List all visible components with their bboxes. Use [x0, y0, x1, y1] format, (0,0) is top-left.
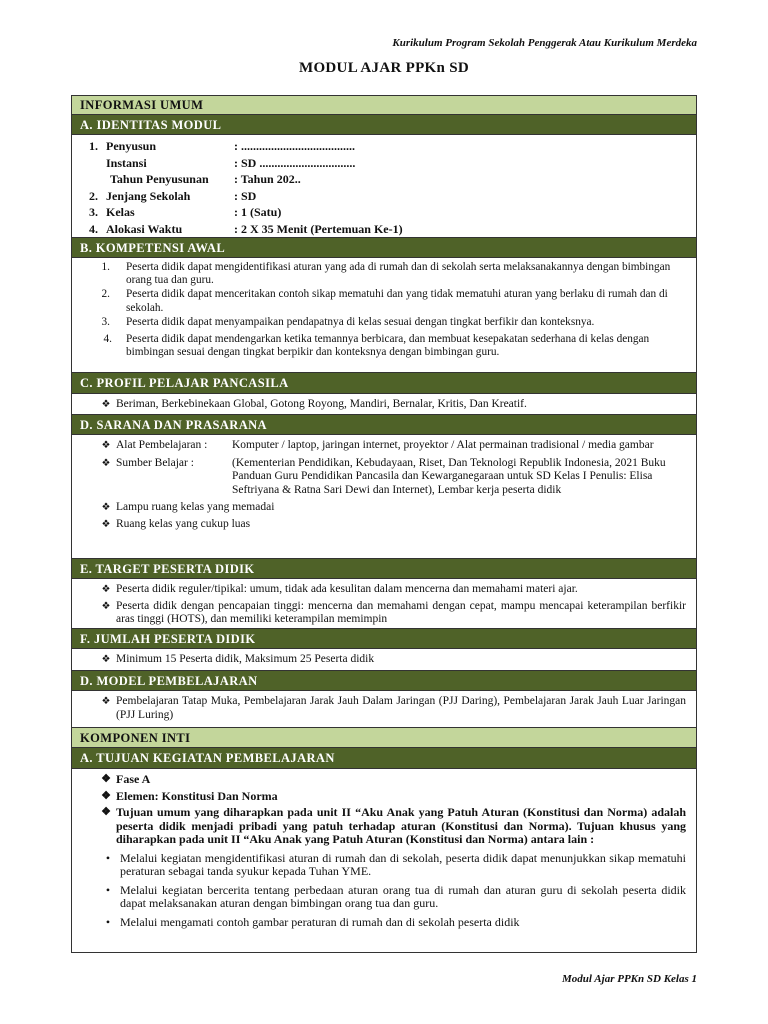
bullet-dot-icon: •	[105, 914, 111, 929]
identitas-row	[72, 221, 696, 238]
tujuan-khusus-text: Melalui mengamati contoh gambar peraturan di rumah dan di sekolah peserta didik	[120, 914, 520, 929]
diamond-bullet-icon: ❖	[101, 654, 111, 665]
profil-heading: C. PROFIL PELAJAR PANCASILA	[72, 373, 696, 394]
item-number: 4.	[103, 333, 112, 346]
identitas-heading: A. IDENTITAS MODUL	[72, 115, 696, 135]
row-value: : 1 (Satu)	[234, 205, 282, 219]
row-number: 3.	[89, 205, 98, 219]
row-number	[72, 171, 106, 188]
row-label: Jenjang Sekolah	[106, 188, 191, 203]
tujuan-khusus-item	[96, 884, 686, 911]
diamond-bullet-icon: ❖	[101, 399, 111, 410]
jumlah-section	[72, 649, 696, 671]
kompetensi-item	[72, 333, 686, 359]
identitas-section	[72, 135, 696, 238]
item-text: Peserta didik dapat mendengarkan ketika temannya berbicara, dan membuat kesepakatan sederhana di kelas dengan bimbingan sesuai dengan tingkat berpikir dan konteksnya dengan bimbingan guru.	[126, 333, 650, 359]
diamond-bullet-icon: ❖	[101, 806, 111, 818]
identitas-row	[72, 188, 696, 205]
diamond-bullet-icon: ❖	[101, 584, 111, 595]
item-number: 1.	[101, 261, 110, 273]
target-text: Peserta didik dengan pencapaian tinggi: mencerna dan memahami dengan cepat, mampu mencapai keterampilan berfikir aras tinggi (HOTS), dan memiliki keterampilan memimpin	[116, 599, 686, 625]
extra-text: Ruang kelas yang cukup luas	[116, 517, 251, 530]
kompetensi-heading: B. KOMPETENSI AWAL	[72, 238, 696, 258]
tujuan-khusus-item	[96, 916, 686, 930]
running-header: Kurikulum Program Sekolah Penggerak Atau Kurikulum Merdeka	[392, 37, 697, 49]
diamond-bullet-icon: ❖	[101, 457, 111, 469]
running-footer: Modul Ajar PPKn SD Kelas 1	[562, 973, 697, 985]
kompetensi-item	[72, 261, 686, 287]
target-item	[96, 583, 686, 597]
identitas-row	[72, 204, 696, 221]
profil-item	[96, 398, 696, 412]
tujuan-khusus-text: Melalui kegiatan mengidentifikasi aturan di rumah dan di sekolah, peserta didik dapat menunjukkan sikap mematuhi peraturan sebagai tanda syukur kepada Tuhan YME.	[120, 850, 686, 878]
row-value: : SD	[234, 188, 257, 203]
row-number: 4.	[89, 221, 98, 236]
sarana-heading: D. SARANA DAN PRASARANA	[72, 415, 696, 435]
informasi-umum-heading: INFORMASI UMUM	[72, 96, 696, 115]
sarana-section	[72, 435, 696, 559]
sarana-alat	[96, 439, 686, 453]
item-number: 3.	[101, 315, 110, 328]
identitas-row	[72, 138, 696, 155]
profil-text: Beriman, Berkebinekaan Global, Gotong Royong, Mandiri, Bernalar, Kritis, Dan Kreatif.	[116, 398, 527, 410]
item-text: Peserta didik dapat menceritakan contoh sikap mematuhi dan yang tidak mematuhi aturan yang berlaku di rumah dan di sekolah.	[126, 288, 668, 314]
extra-text: Lampu ruang kelas yang memadai	[116, 501, 275, 513]
diamond-bullet-icon: ❖	[101, 518, 111, 530]
row-label: Penyusun	[106, 139, 157, 153]
jumlah-heading: F. JUMLAH PESERTA DIDIK	[72, 629, 696, 649]
row-label: Kelas	[106, 205, 135, 219]
model-item	[96, 695, 686, 722]
alat-value: Komputer / laptop, jaringan internet, proyektor / Alat permainan tradisional / media gambar	[232, 439, 654, 451]
tujuan-umum-item	[96, 806, 686, 847]
model-heading: D. MODEL PEMBELAJARAN	[72, 671, 696, 691]
tujuan-heading: A. TUJUAN KEGIATAN PEMBELAJARAN	[72, 748, 696, 769]
kompetensi-section	[72, 258, 696, 373]
item-text: Peserta didik dapat mengidentifikasi aturan yang ada di rumah dan di sekolah serta melaksanakannya dengan bimbingan orang tua dan guru.	[126, 261, 671, 287]
target-text: Peserta didik reguler/tipikal: umum, tidak ada kesulitan dalam mencerna dan memahami materi ajar.	[116, 583, 578, 595]
row-value: : 2 X 35 Menit (Pertemuan Ke-1)	[234, 221, 403, 236]
tujuan-khusus-text: Melalui kegiatan bercerita tentang perbedaan aturan orang tua di rumah dan aturan guru di sekolah peserta didik dapat melaksanakan aturan dengan bimbingan orang tua dan guru.	[120, 882, 686, 910]
page-title: MODUL AJAR PPKn SD	[299, 60, 469, 76]
identitas-row	[72, 155, 696, 172]
profil-section	[72, 394, 696, 415]
diamond-bullet-icon: ❖	[101, 502, 111, 513]
row-label: Instansi	[106, 155, 147, 170]
bullet-dot-icon: •	[105, 850, 111, 865]
komponen-inti-heading: KOMPONEN INTI	[72, 728, 696, 748]
sarana-extra-item	[96, 518, 686, 532]
target-item	[96, 600, 686, 627]
row-label: Tahun Penyusunan	[110, 172, 209, 186]
row-number	[72, 155, 106, 172]
row-value: : SD ................................	[234, 155, 356, 170]
row-value: : Tahun 202..	[234, 172, 301, 186]
diamond-bullet-icon: ❖	[101, 773, 111, 785]
module-table	[71, 95, 697, 953]
fase-item	[96, 773, 686, 787]
item-text: Peserta didik dapat menyampaikan pendapatnya di kelas sesuai dengan tingkat berfikir dan konteksnya.	[126, 315, 595, 328]
diamond-bullet-icon: ❖	[101, 440, 111, 451]
sarana-extra-item	[96, 501, 686, 515]
kompetensi-item	[72, 288, 686, 314]
row-label: Alokasi Waktu	[106, 221, 183, 236]
tujuan-section	[72, 769, 696, 929]
target-section	[72, 579, 696, 629]
alat-label: Alat Pembelajaran :	[116, 439, 208, 451]
sumber-value: (Kementerian Pendidikan, Kebudayaan, Riset, Dan Teknologi Republik Indonesia, 2021 Buku Panduan Guru Pendidikan Pancasila dan Kewarganegaraan untuk SD Kelas I Penulis: Elisa Seftriyana & Ratna Sari Dewi dan Internet), Lembar kerja peserta didik	[232, 456, 666, 496]
identitas-row	[72, 171, 696, 188]
model-section	[72, 691, 696, 728]
jumlah-item	[96, 653, 696, 667]
bullet-dot-icon: •	[105, 882, 111, 897]
row-value: : ......................................	[234, 139, 355, 153]
target-heading: E. TARGET PESERTA DIDIK	[72, 559, 696, 579]
elemen-item	[96, 790, 686, 804]
sumber-label: Sumber Belajar :	[116, 456, 194, 469]
tujuan-khusus-item	[96, 852, 686, 879]
item-number: 2.	[101, 288, 110, 301]
diamond-bullet-icon: ❖	[101, 600, 111, 612]
model-text: Pembelajaran Tatap Muka, Pembelajaran Jarak Jauh Dalam Jaringan (PJJ Daring), Pembelajaran Jarak Jauh Luar Jaringan (PJJ Luring)	[116, 695, 686, 721]
elemen-text: Elemen: Konstitusi Dan Norma	[116, 788, 278, 803]
diamond-bullet-icon: ❖	[101, 696, 111, 707]
row-number: 2.	[89, 188, 98, 203]
kompetensi-item	[72, 316, 686, 329]
diamond-bullet-icon: ❖	[101, 789, 111, 802]
tujuan-umum-text: Tujuan umum yang diharapkan pada unit II “Aku Anak yang Patuh Aturan (Konstitusi dan Norma) adalah peserta didik menjadi pribadi yang patuh terhadap aturan (Konstitusi dan Norma). Tujuan khusus yang diharapkan pada unit II “Aku Anak yang Patuh Aturan (Konstitusi dan Norma) antara lain :	[116, 805, 686, 846]
jumlah-text: Minimum 15 Peserta didik, Maksimum 25 Peserta didik	[116, 653, 375, 665]
row-number: 1.	[89, 139, 98, 153]
sarana-sumber	[96, 457, 686, 498]
fase-text: Fase A	[116, 772, 151, 786]
